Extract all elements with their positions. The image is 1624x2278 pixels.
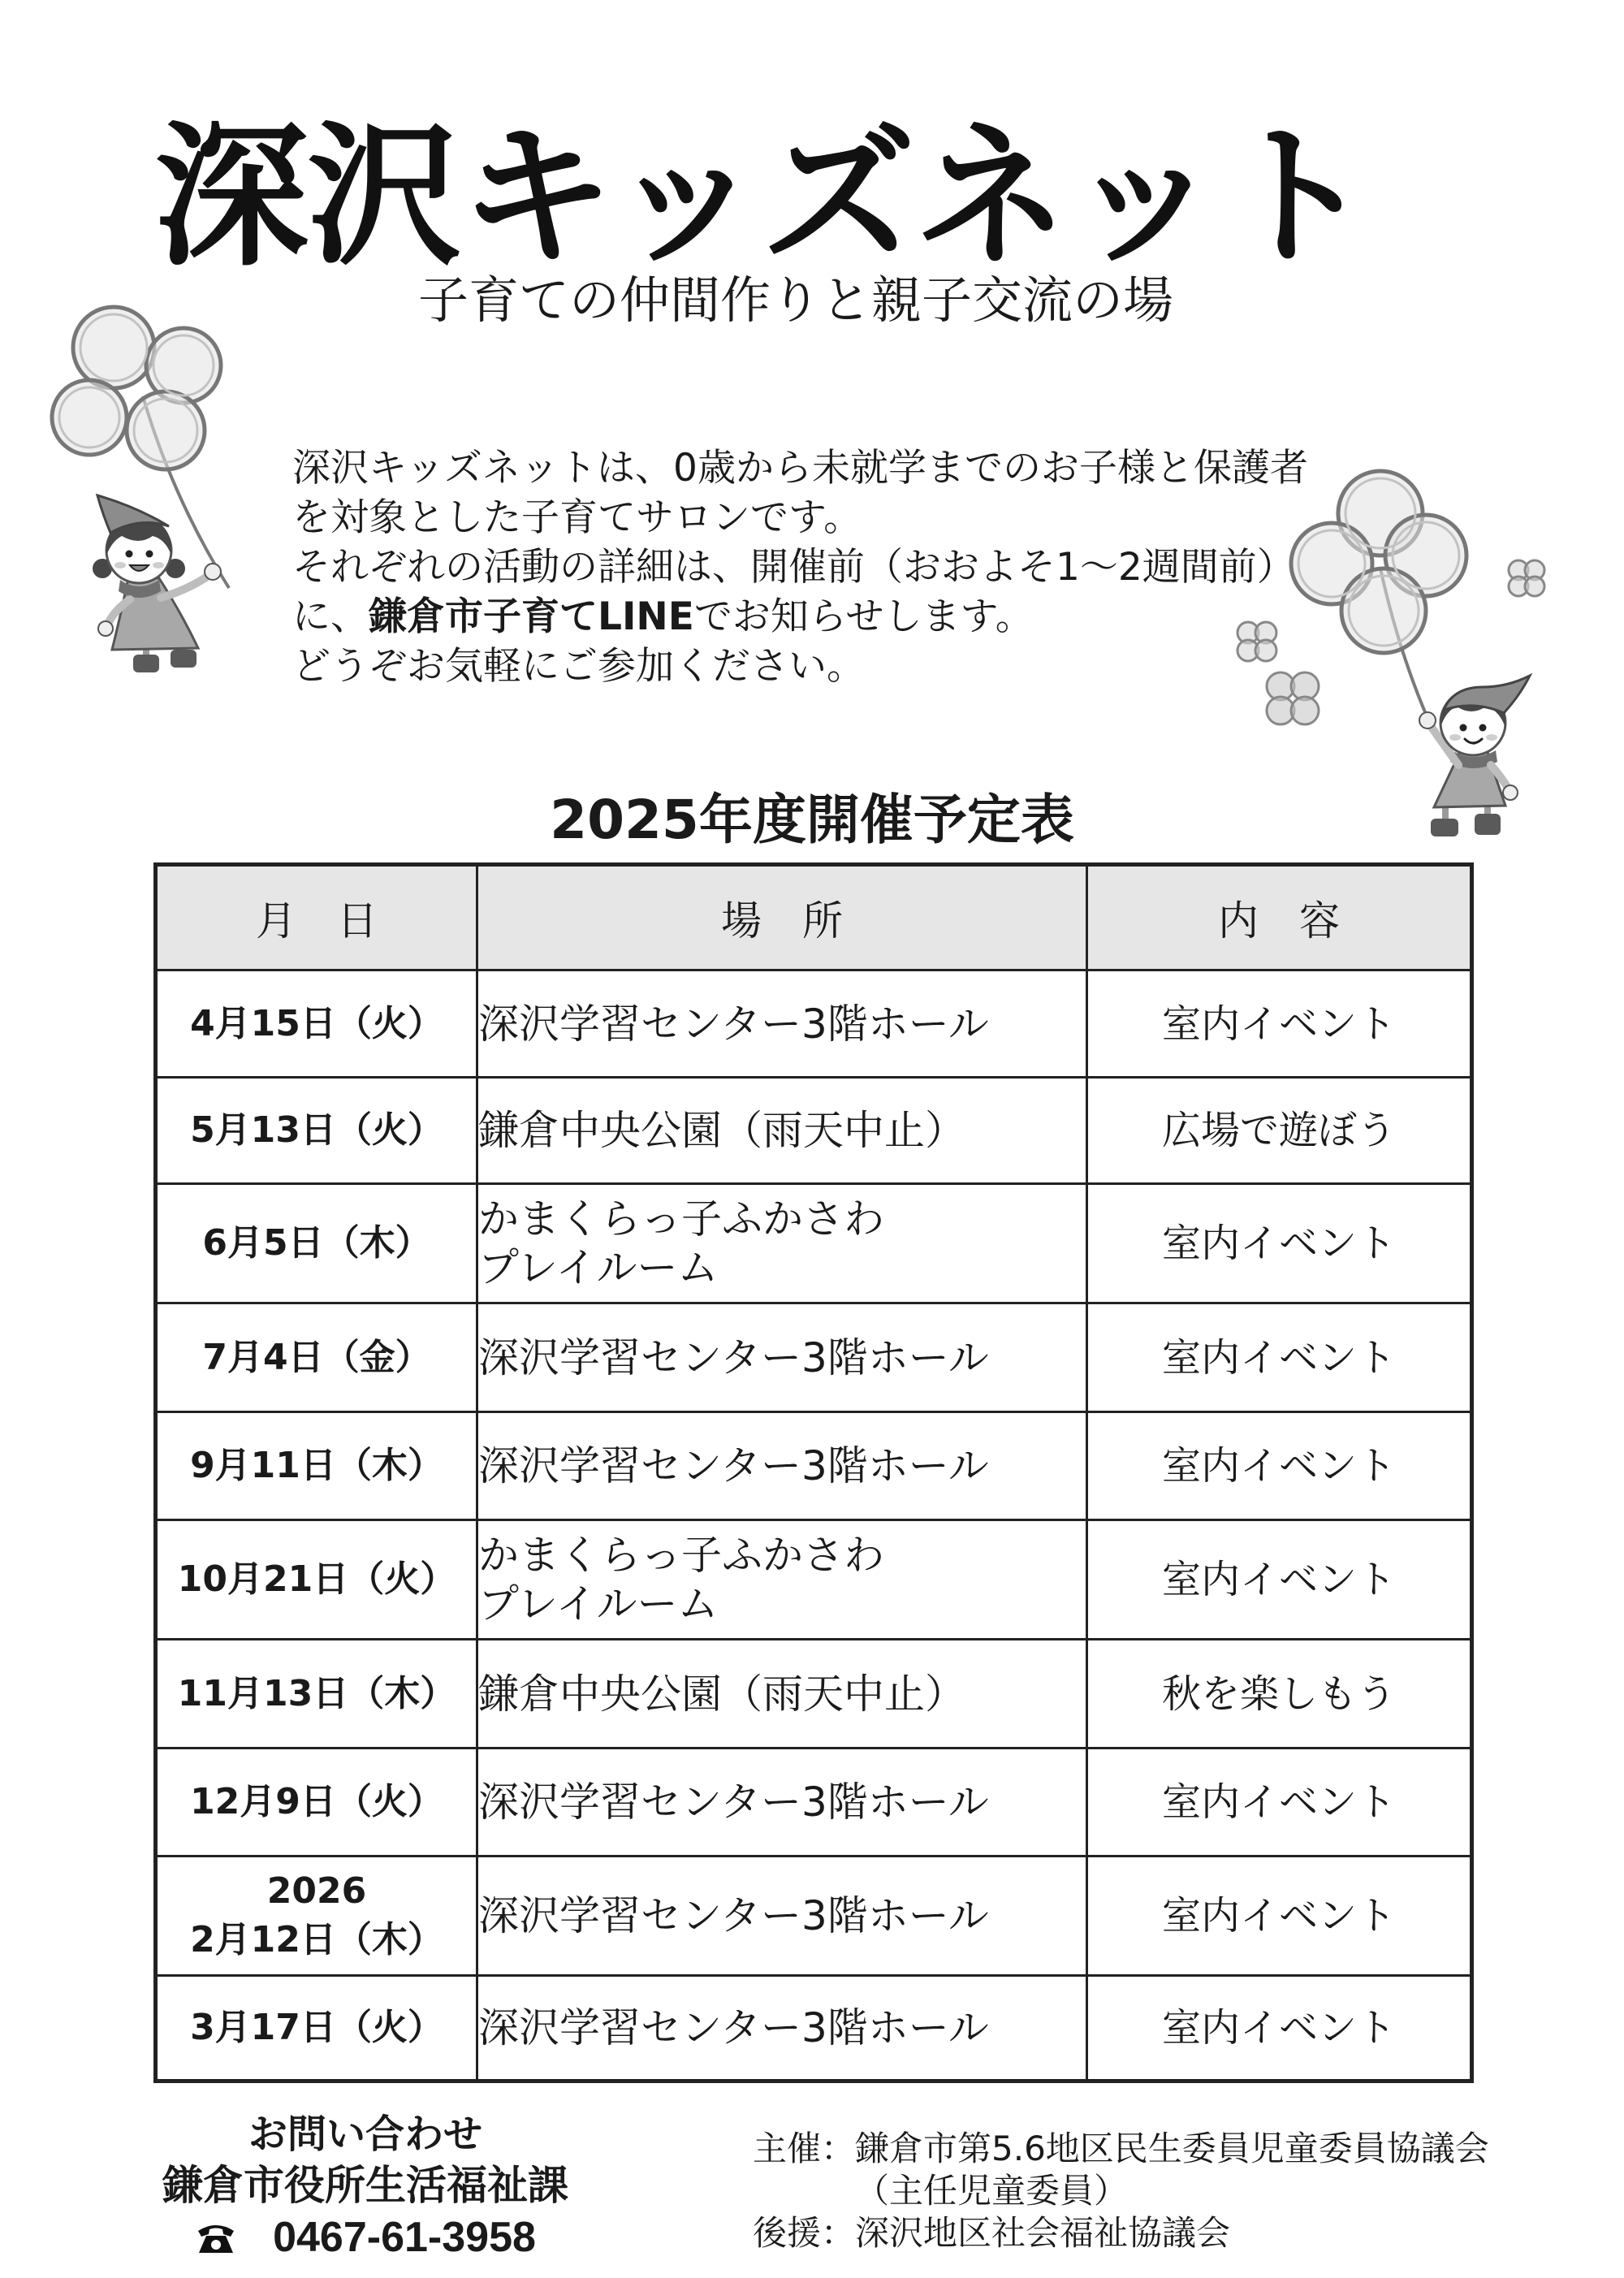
support-name: 深沢地区社会福祉協議会 <box>855 2213 1231 2253</box>
table-row <box>156 970 1472 1078</box>
event-place: 鎌倉中央公園（雨天中止） <box>477 1640 1087 1748</box>
contact-phone-line <box>122 2211 609 2263</box>
intro-text: でお知らせします。 <box>693 594 1034 639</box>
event-date: 6月5日（木） <box>156 1184 477 1303</box>
event-date: 10月21日（火） <box>156 1520 477 1640</box>
left-child-hand <box>98 621 113 636</box>
event-date: 3月17日（火） <box>156 1976 477 2081</box>
event-place: かまくらっ子ふかさわ プレイルーム <box>477 1520 1087 1640</box>
support-label: 後援： <box>753 2213 856 2253</box>
left-child-raised-arm <box>161 575 209 598</box>
event-place: 深沢学習センター3階ホール <box>477 1976 1087 2081</box>
event-place: 深沢学習センター3階ホール <box>477 1303 1087 1412</box>
contact-heading: お問い合わせ <box>248 2112 482 2157</box>
host-label: 主催： <box>753 2129 856 2168</box>
organizers-block <box>753 2128 1489 2254</box>
table-row <box>156 1748 1472 1857</box>
right-child-hand <box>1503 785 1518 800</box>
intro-line: それぞれの活動の詳細は、開催前（おおよそ1～2週間前） <box>292 545 1295 590</box>
header-content: 内 容 <box>1087 865 1472 970</box>
event-content: 秋を楽しもう <box>1087 1640 1472 1748</box>
event-place: 深沢学習センター3階ホール <box>477 970 1087 1078</box>
schedule-header <box>156 865 1472 970</box>
event-content: 室内イベント <box>1087 1412 1472 1520</box>
page-subtitle: 子育ての仲間作りと親子交流の場 <box>417 270 1173 330</box>
right-clover-petal <box>1341 568 1426 653</box>
intro-line: 深沢キッズネットは、0歳から未就学までのお子様と保護者 <box>292 446 1308 491</box>
intro-paragraph <box>292 443 1308 691</box>
event-date: 9月11日（木） <box>156 1412 477 1520</box>
contact-department: 鎌倉市役所生活福祉課 <box>162 2162 568 2209</box>
event-place: かまくらっ子ふかさわ プレイルーム <box>477 1184 1087 1303</box>
header-date: 月 日 <box>156 865 477 970</box>
contact-block <box>122 2109 609 2263</box>
left-clover-petal <box>73 307 154 388</box>
schedule-body <box>156 970 1472 2081</box>
intro-line: を対象とした子育てサロンです。 <box>292 495 862 540</box>
right-child-boot <box>1431 819 1458 836</box>
host-name: 鎌倉市第5.6地区民生委員児童委員協議会 <box>855 2129 1489 2168</box>
intro-text: に、 <box>292 594 369 639</box>
event-place: 深沢学習センター3階ホール <box>477 1857 1087 1976</box>
table-row <box>156 1078 1472 1184</box>
table-row <box>156 1640 1472 1748</box>
intro-line: どうぞお気軽にご参加ください。 <box>292 644 865 689</box>
event-date: 4月15日（火） <box>156 970 477 1078</box>
right-child-blush <box>1486 734 1497 741</box>
right-child-eye <box>1479 724 1487 732</box>
left-child-boot <box>171 650 197 668</box>
right-child-blush <box>1449 734 1461 741</box>
event-date: 11月13日（木） <box>156 1640 477 1748</box>
event-content: 室内イベント <box>1087 1520 1472 1640</box>
table-row <box>156 1857 1472 1976</box>
table-row <box>156 1412 1472 1520</box>
event-content: 室内イベント <box>1087 1857 1472 1976</box>
header-row <box>156 865 1472 970</box>
event-date: 12月9日（火） <box>156 1748 477 1857</box>
left-child-blush <box>114 562 126 568</box>
schedule-title: 2025年度開催予定表 <box>550 789 1074 851</box>
event-content: 室内イベント <box>1087 1748 1472 1857</box>
left-clover-petal <box>127 391 205 469</box>
intro-line <box>292 592 1308 642</box>
host-note-spacer <box>753 2170 855 2212</box>
left-child-boot <box>133 655 159 672</box>
phone-icon <box>195 2220 237 2255</box>
left-child-blush <box>153 562 164 568</box>
event-content: 室内イベント <box>1087 970 1472 1078</box>
phone-icon-handset <box>198 2225 234 2237</box>
phone-icon-dial <box>211 2240 221 2250</box>
table-row <box>156 1184 1472 1303</box>
table-row <box>156 1520 1472 1640</box>
event-content: 室内イベント <box>1087 1976 1472 2081</box>
event-content: 広場で遊ぼう <box>1087 1078 1472 1184</box>
left-clover-petal <box>52 380 127 455</box>
event-place: 鎌倉中央公園（雨天中止） <box>477 1078 1087 1184</box>
left-child-eye <box>126 551 133 558</box>
header-place: 場 所 <box>477 865 1087 970</box>
left-child-illustration <box>93 495 221 672</box>
event-content: 室内イベント <box>1087 1184 1472 1303</box>
event-place: 深沢学習センター3階ホール <box>477 1748 1087 1857</box>
page-title: 深沢キッズネット <box>154 107 1373 287</box>
contact-phone-number: 0467-61-3958 <box>273 2213 536 2261</box>
right-child-eye <box>1460 724 1467 732</box>
right-child-hat <box>1444 676 1530 713</box>
table-row <box>156 1303 1472 1412</box>
small-flower-petal <box>1525 577 1544 596</box>
right-child-raised-hand <box>1419 712 1436 728</box>
event-place: 深沢学習センター3階ホール <box>477 1412 1087 1520</box>
table-row <box>156 1976 1472 2081</box>
host-note: （主任児童委員） <box>855 2171 1129 2211</box>
small-flower <box>1509 560 1544 596</box>
left-child-eye <box>146 551 153 558</box>
right-child-illustration <box>1419 676 1530 836</box>
line-service-name: 鎌倉市子育てLINE <box>369 594 694 639</box>
small-flower-petal <box>1291 697 1319 724</box>
event-date: 5月13日（火） <box>156 1078 477 1184</box>
event-content: 室内イベント <box>1087 1303 1472 1412</box>
right-child-boot <box>1475 814 1501 835</box>
left-child-raised-hand <box>205 564 221 580</box>
event-date: 7月4日（金） <box>156 1303 477 1412</box>
event-date: 2026 2月12日（木） <box>156 1857 477 1976</box>
schedule-table <box>153 862 1474 2083</box>
